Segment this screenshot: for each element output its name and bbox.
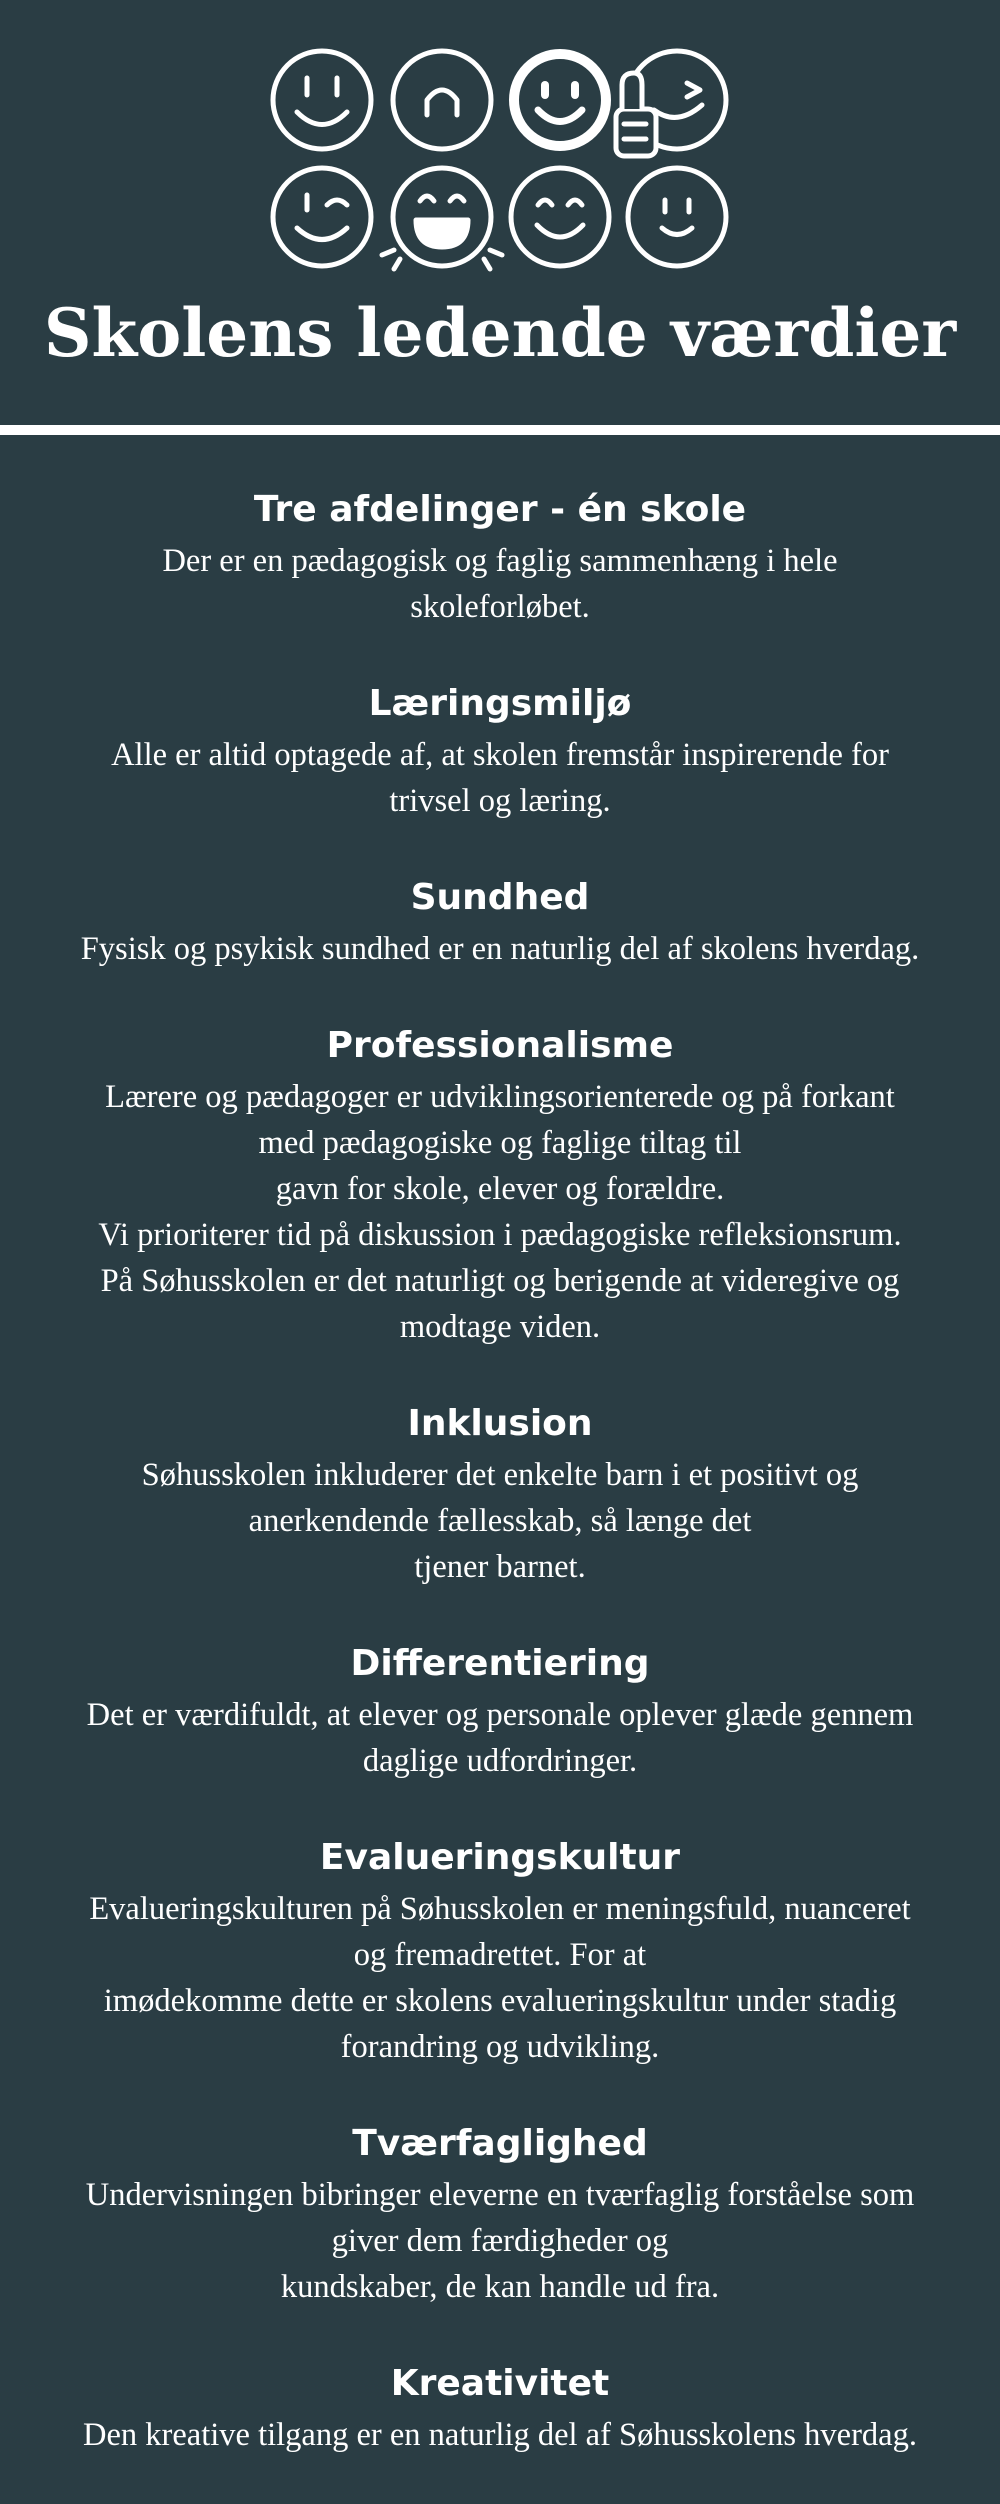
- value-description-line: trivsel og læring.: [389, 783, 611, 819]
- value-description-line: modtage viden.: [399, 1309, 601, 1345]
- value-description: [0, 2412, 1000, 2458]
- hero-header: [0, 0, 1000, 430]
- value-heading: Differentiering: [350, 1643, 650, 1684]
- value-description: [0, 1886, 1000, 2070]
- value-description-line: Den kreative tilgang er en naturlig del af Søhusskolens hverdag.: [83, 2417, 917, 2453]
- value-description-line: tjener barnet.: [414, 1549, 586, 1585]
- smile-face-icon: [273, 51, 371, 149]
- value-description: [0, 926, 1000, 972]
- page-title: Skolens ledende værdier: [43, 294, 957, 372]
- value-description: [0, 538, 1000, 630]
- smile-face-icon: [628, 168, 726, 266]
- value-description-line: forandring og udvikling.: [340, 2029, 660, 2065]
- value-section: [0, 2116, 1000, 2310]
- smile-face-icon: [514, 54, 606, 146]
- value-heading: Sundhed: [410, 877, 590, 918]
- value-description: [0, 732, 1000, 824]
- value-heading: Tværfaglighed: [352, 2123, 648, 2164]
- thumbs-up-icon: [616, 73, 656, 156]
- values-list: [0, 482, 1000, 2504]
- value-description-line: Undervisningen bibringer eleverne en tværfaglig forståelse som: [85, 2177, 915, 2213]
- emoji-icons-svg: [262, 45, 738, 275]
- value-description-line: Der er en pædagogisk og faglig sammenhæng i hele: [162, 543, 838, 579]
- wink-face-icon: [273, 168, 371, 266]
- value-section: [0, 1018, 1000, 1350]
- value-description-line: Lærere og pædagoger er udviklingsorienterede og på forkant: [105, 1079, 895, 1115]
- value-description-line: anerkendende fællesskab, så længe det: [248, 1503, 752, 1539]
- value-heading: Tre afdelinger - én skole: [253, 489, 747, 530]
- value-description-line: Evalueringskulturen på Søhusskolen er meningsfuld, nuanceret: [89, 1891, 911, 1927]
- value-description-line: gavn for skole, elever og forældre.: [275, 1171, 725, 1207]
- value-section: [0, 1396, 1000, 1590]
- value-description: [0, 2172, 1000, 2310]
- laughing-face-icon: [382, 168, 502, 269]
- smile-face-icon: [393, 51, 491, 149]
- value-description: [0, 1692, 1000, 1784]
- value-description-line: Det er værdifuldt, at elever og personale oplever glæde gennem: [86, 1697, 914, 1733]
- value-description-line: kundskaber, de kan handle ud fra.: [280, 2269, 720, 2305]
- happy-face-icon: [511, 168, 609, 266]
- value-description: [0, 1452, 1000, 1590]
- divider: [0, 425, 1000, 435]
- value-heading: Kreativitet: [390, 2363, 610, 2404]
- value-section: [0, 676, 1000, 824]
- value-section: [0, 870, 1000, 972]
- value-description-line: Søhusskolen inkluderer det enkelte barn i et positivt og: [141, 1457, 859, 1493]
- value-description-line: På Søhusskolen er det naturligt og berigende at videregive og: [100, 1263, 900, 1299]
- value-section: [0, 2356, 1000, 2458]
- value-section: [0, 1830, 1000, 2070]
- value-description: [0, 1074, 1000, 1350]
- value-description-line: Alle er altid optagede af, at skolen fremstår inspirerende for: [111, 737, 889, 773]
- value-heading: Læringsmiljø: [368, 683, 632, 724]
- value-heading: Inklusion: [407, 1403, 593, 1444]
- value-description-line: imødekomme dette er skolens evalueringskultur under stadig: [103, 1983, 897, 2019]
- value-description-line: daglige udfordringer.: [362, 1743, 638, 1779]
- value-description-line: skoleforløbet.: [410, 589, 590, 625]
- value-description-line: Vi prioriterer tid på diskussion i pædagogiske refleksionsrum.: [98, 1217, 902, 1253]
- value-heading: Professionalisme: [326, 1025, 674, 1066]
- value-description-line: giver dem færdigheder og: [331, 2223, 669, 2259]
- value-description-line: Fysisk og psykisk sundhed er en naturlig del af skolens hverdag.: [80, 931, 920, 967]
- value-section: [0, 482, 1000, 630]
- value-description-line: med pædagogiske og faglige tiltag til: [258, 1125, 742, 1161]
- emoji-icon-group: [262, 45, 738, 275]
- value-section: [0, 1636, 1000, 1784]
- value-description-line: og fremadrettet. For at: [353, 1937, 647, 1973]
- value-heading: Evalueringskultur: [319, 1837, 681, 1878]
